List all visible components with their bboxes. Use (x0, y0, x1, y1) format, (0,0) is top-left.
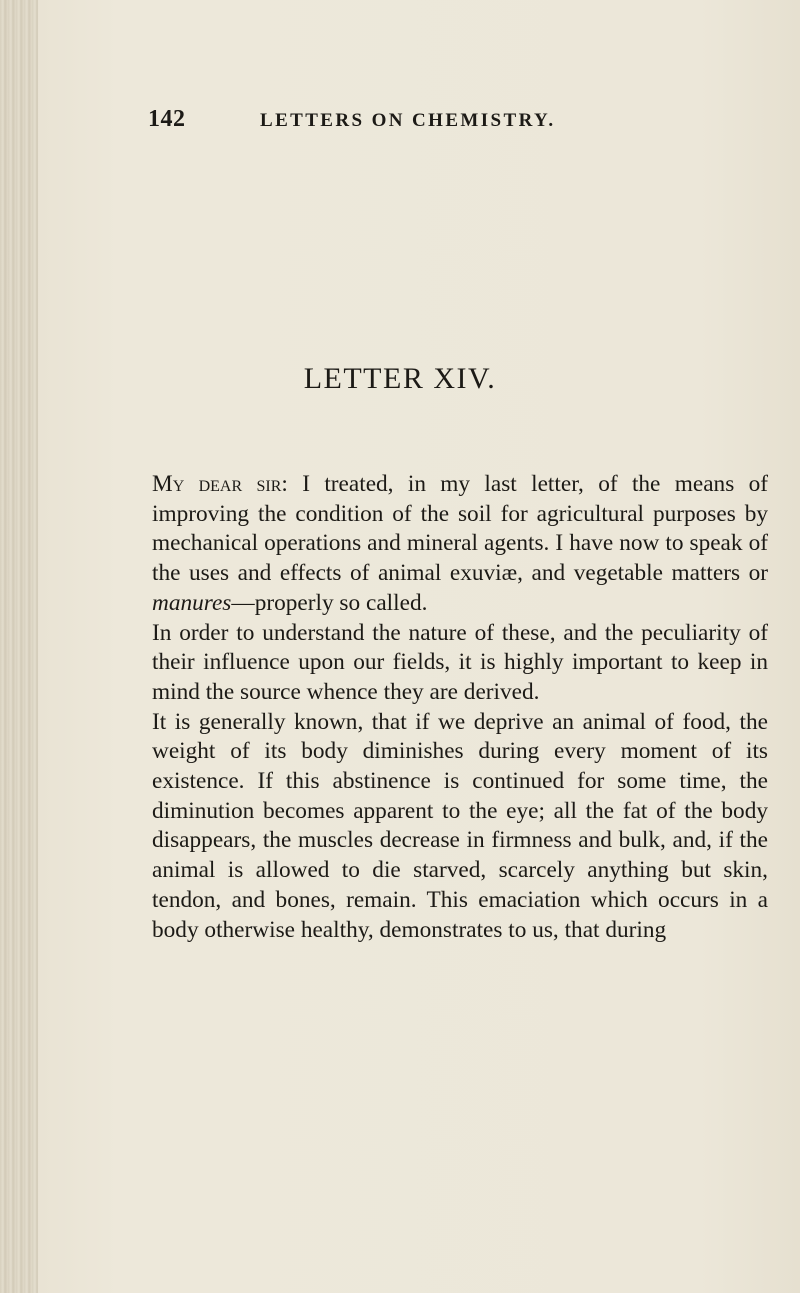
paragraph-1-end: —properly so called. (231, 589, 428, 616)
paragraph-3: It is generally known, that if we deprive an animal of food, the weight of its body diminishes during every moment of its existence. If this abstinence is continued for some time, the diminution becomes apparent to the eye; all the fat of the body disappears, the muscles decrease in firmness and bulk, and, if the animal is allowed to die starved, scarcely anything but skin, tendon, and bones, remain. This emaciation which occurs in a body otherwise healthy, demonstrates to us, that during (152, 708, 768, 943)
paragraph-1 (152, 470, 768, 619)
page-binding-edge (0, 0, 38, 1293)
letter-heading: LETTER XIV. (303, 362, 497, 395)
italic-term: manures (152, 589, 232, 616)
salutation: My dear sir (152, 471, 282, 497)
running-header (148, 106, 628, 136)
running-title: LETTERS ON CHEMISTRY. (260, 110, 556, 131)
page-number: 142 (148, 106, 186, 132)
paragraph-1-text: : I treated, in my last letter, of the means of improving the condition of the soil for agricultural purposes by mechanical operations and mineral agents. I have now to speak of the uses and effects of animal exuviæ, and vegetable matters or (152, 471, 768, 587)
paragraph-2: In order to understand the nature of these, and the peculiarity of their influence upon our fields, it is highly important to keep in mind the source whence they are derived. (152, 619, 768, 705)
letter-body (152, 470, 768, 945)
